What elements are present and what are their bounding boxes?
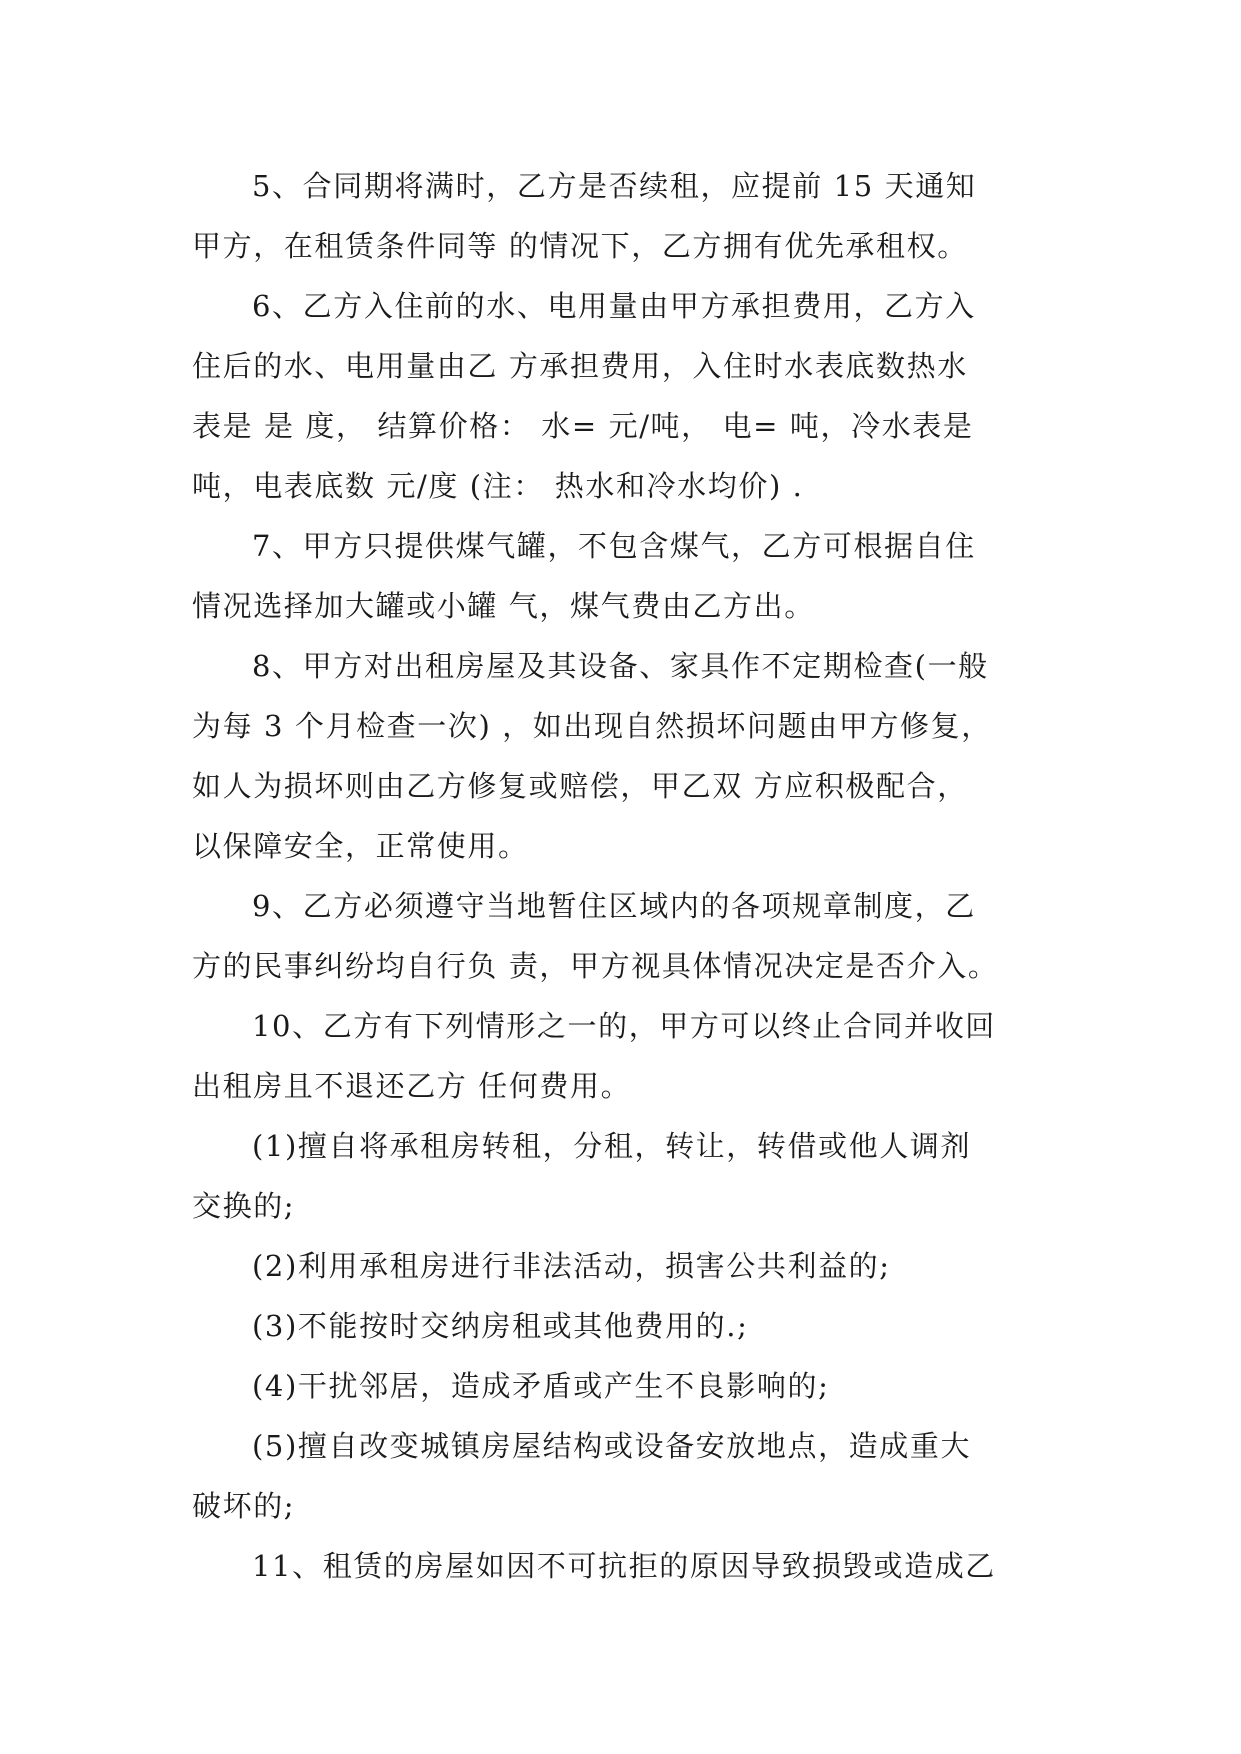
- item-5-line-2: 破坏的;: [192, 1489, 296, 1523]
- clause-11-line-1: 11、租赁的房屋如因不可抗拒的原因导致损毁或造成乙: [252, 1549, 996, 1583]
- item-1-line-1: (1)擅自将承租房转租，分租，转让，转借或他人调剂: [252, 1129, 972, 1163]
- item-1-line-2: 交换的;: [192, 1189, 296, 1223]
- item-2-line: (2)利用承租房进行非法活动，损害公共利益的;: [252, 1249, 891, 1283]
- clause-5-line-2: 甲方，在租赁条件同等 的情况下，乙方拥有优先承租权。: [192, 229, 968, 263]
- clause-8-line-3: 如人为损坏则由乙方修复或赔偿，甲乙双 方应积极配合，: [192, 769, 968, 803]
- item-4-line: (4)干扰邻居，造成矛盾或产生不良影响的;: [252, 1369, 830, 1403]
- clause-6-line-2: 住后的水、电用量由乙 方承担费用，入住时水表底数热水: [192, 349, 968, 383]
- clause-10-line-1: 10、乙方有下列情形之一的，甲方可以终止合同并收回: [252, 1009, 996, 1043]
- clause-6-line-1: 6、乙方入住前的水、电用量由甲方承担费用，乙方入: [252, 289, 976, 323]
- clause-9-line-1: 9、乙方必须遵守当地暂住区域内的各项规章制度，乙: [252, 889, 976, 923]
- clause-5-line-1: 5、合同期将满时，乙方是否续租，应提前 15 天通知: [252, 169, 977, 203]
- clause-8-line-1: 8、甲方对出租房屋及其设备、家具作不定期检查(一般: [252, 649, 989, 683]
- item-3-line: (3)不能按时交纳房租或其他费用的.;: [252, 1309, 749, 1343]
- item-5-line-1: (5)擅自改变城镇房屋结构或设备安放地点，造成重大: [252, 1429, 972, 1463]
- clause-9-line-2: 方的民事纠纷均自行负 责，甲方视具体情况决定是否介入。: [192, 949, 999, 983]
- clause-6-line-4: 吨，电表底数 元/度 (注： 热水和冷水均价) .: [192, 469, 804, 503]
- clause-7-line-2: 情况选择加大罐或小罐 气，煤气费由乙方出。: [192, 589, 815, 623]
- clause-8-line-2: 为每 3 个月检查一次) ，如出现自然损坏问题由甲方修复，: [192, 709, 992, 743]
- clause-6-line-3: 表是 是 度， 结算价格： 水= 元/吨， 电= 吨，冷水表是: [192, 409, 974, 443]
- clause-7-line-1: 7、甲方只提供煤气罐，不包含煤气，乙方可根据自住: [252, 529, 976, 563]
- clause-8-line-4: 以保障安全，正常使用。: [192, 829, 529, 863]
- clause-10-line-2: 出租房且不退还乙方 任何费用。: [192, 1069, 632, 1103]
